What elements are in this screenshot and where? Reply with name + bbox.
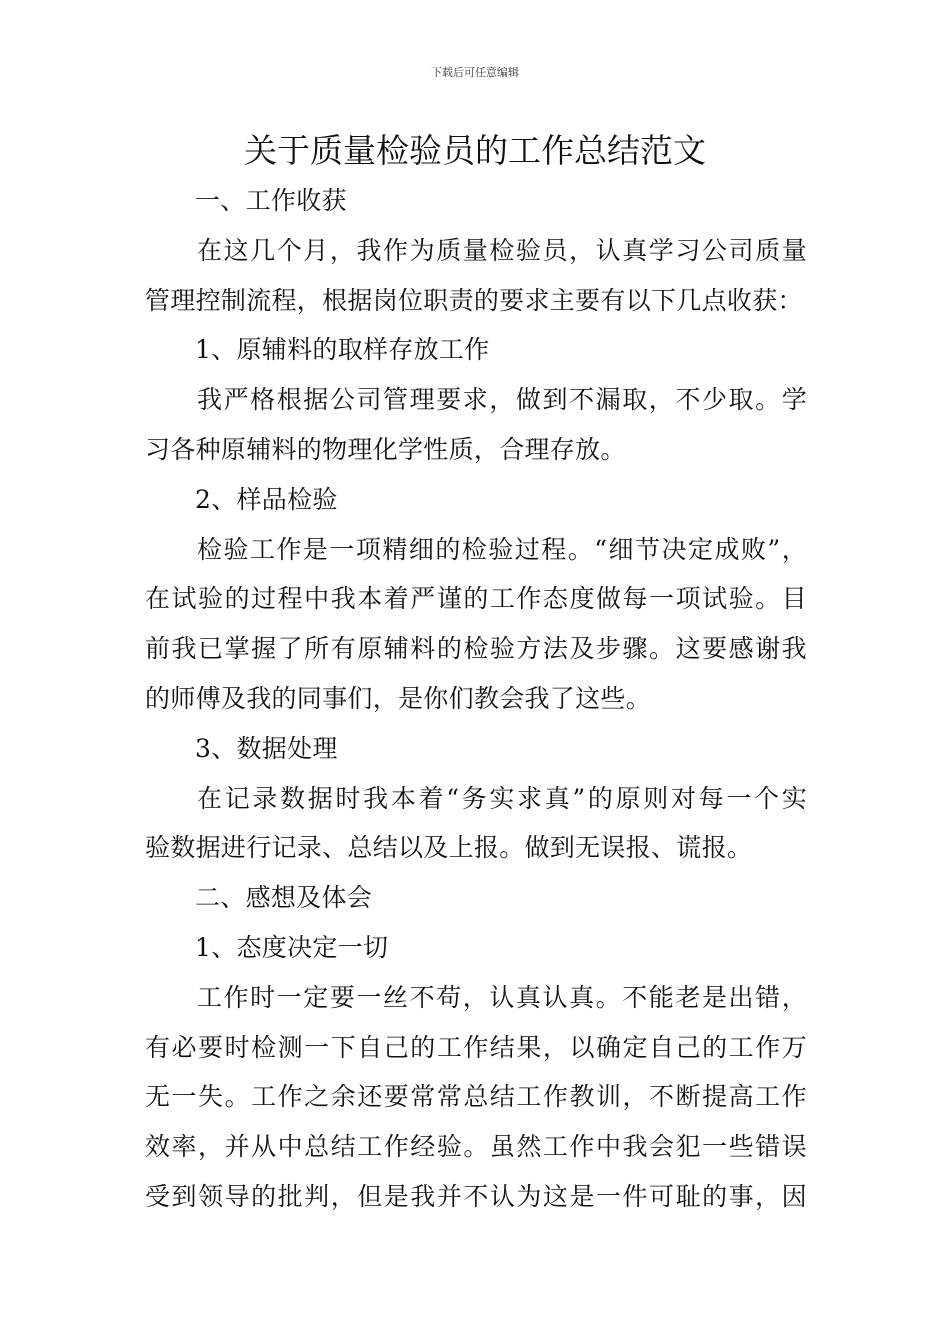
- paragraph-line: 的师傅及我的同事们，是你们教会我了这些。: [145, 683, 652, 713]
- paragraph-line: 管理控制流程，根据岗位职责的要求主要有以下几点收获：: [145, 285, 803, 315]
- section-heading: 1、态度决定一切: [195, 932, 389, 962]
- section-heading: 一、工作收获: [195, 186, 347, 215]
- header-note: 下载后可任意编辑: [431, 66, 519, 79]
- paragraph-line: 验数据进行记录、总结以及上报。做到无误报、谎报。: [145, 833, 753, 863]
- paragraph-line: 检验工作是一项精细的检验过程。“细节决定成败”，: [197, 534, 807, 564]
- paragraph-line: 效率，并从中总结工作经验。虽然工作中我会犯一些错误: [145, 1132, 807, 1162]
- section-heading: 2、样品检验: [195, 484, 338, 514]
- paragraph-line: 受到领导的批判，但是我并不认为这是一件可耻的事，因: [145, 1181, 807, 1211]
- paragraph-line: 前我已掌握了所有原辅料的检验方法及步骤。这要感谢我: [145, 634, 807, 664]
- section-heading: 3、数据处理: [195, 733, 338, 763]
- paragraph-line: 在记录数据时我本着“务实求真”的原则对每一个实: [197, 783, 807, 813]
- paragraph-line: 习各种原辅料的物理化学性质，合理存放。: [145, 434, 626, 464]
- paragraph-line: 无一失。工作之余还要常常总结工作教训，不断提高工作: [145, 1082, 807, 1112]
- paragraph-line: 工作时一定要一丝不苟，认真认真。不能老是出错，: [197, 982, 807, 1012]
- paragraph-line: 在这几个月，我作为质量检验员，认真学习公司质量: [197, 235, 807, 265]
- paragraph-line: 有必要时检测一下自己的工作结果，以确定自己的工作万: [145, 1032, 807, 1062]
- paragraph-line: 在试验的过程中我本着严谨的工作态度做每一项试验。目: [145, 584, 807, 614]
- section-heading: 二、感想及体会: [195, 883, 373, 913]
- document-title: 关于质量检验员的工作总结范文: [244, 131, 706, 170]
- paragraph-line: 我严格根据公司管理要求，做到不漏取，不少取。学: [197, 385, 807, 415]
- section-heading: 1、原辅料的取样存放工作: [195, 335, 490, 365]
- document-body: [145, 176, 807, 1222]
